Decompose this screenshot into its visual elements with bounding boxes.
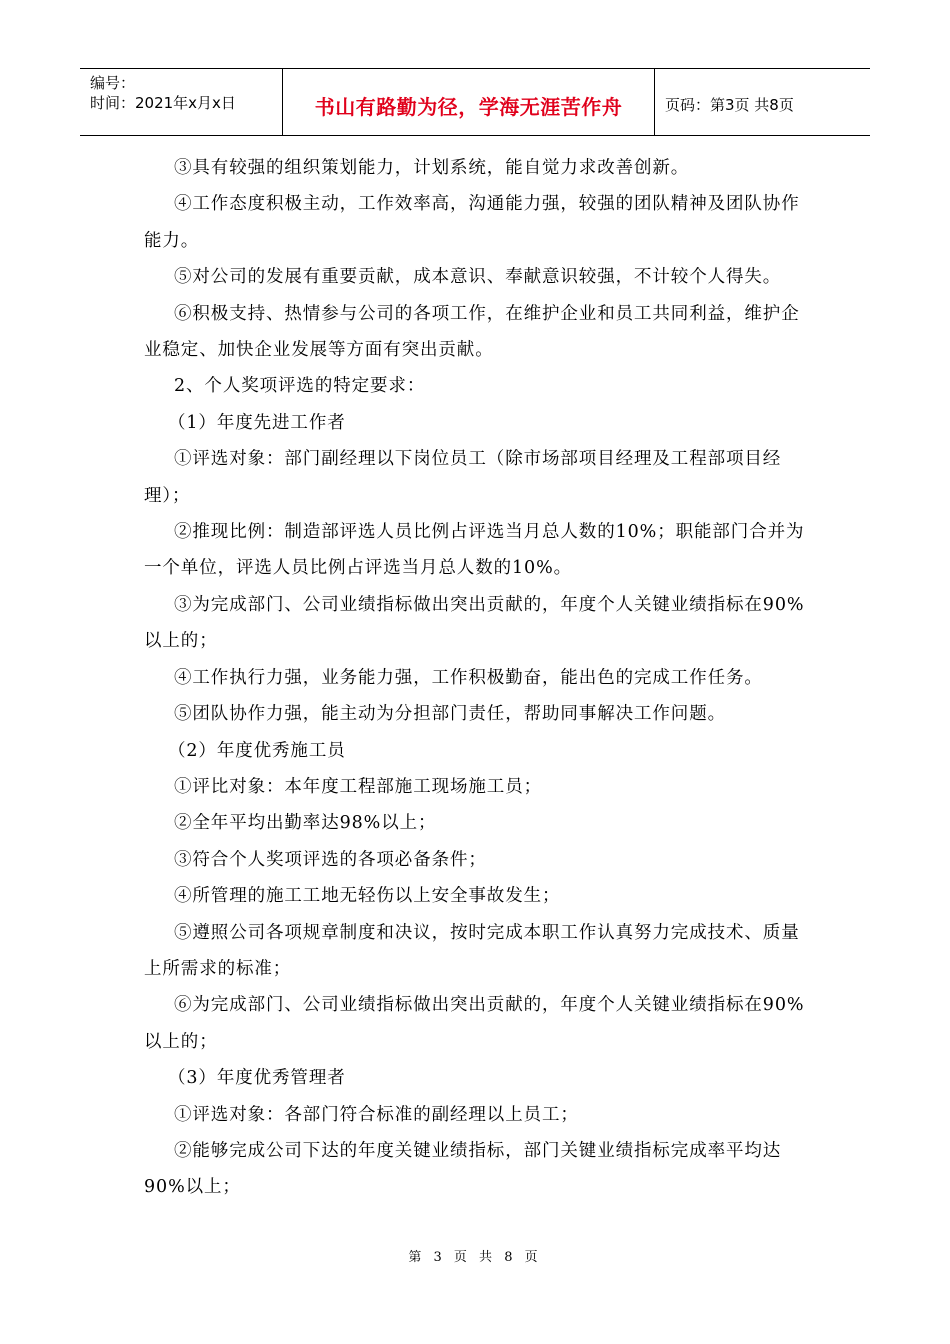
paragraph: ②能够完成公司下达的年度关键业绩指标，部门关键业绩指标完成率平均达90%以上； bbox=[144, 1140, 782, 1198]
header-page-info: 页码：第3页 共8页 bbox=[665, 95, 794, 114]
paragraph: ②全年平均出勤率达98%以上； bbox=[174, 813, 437, 834]
page-footer: 第 3 页 共 8 页 bbox=[408, 1250, 542, 1265]
header-motto: 书山有路勤为径，学海无涯苦作舟 bbox=[283, 69, 655, 135]
paragraph: ⑤对公司的发展有重要贡献，成本意识、奉献意识较强，不计较个人得失。 bbox=[174, 267, 782, 288]
paragraph: ⑤团队协作力强，能主动为分担部门责任，帮助同事解决工作问题。 bbox=[174, 704, 726, 725]
section-heading: 2、个人奖项评选的特定要求： bbox=[174, 376, 426, 397]
paragraph: ⑥为完成部门、公司业绩指标做出突出贡献的，年度个人关键业绩指标在90%以上的； bbox=[144, 995, 805, 1052]
paragraph: ④所管理的施工工地无轻伤以上安全事故发生； bbox=[174, 886, 561, 907]
paragraph: ①评选对象：各部门符合标准的副经理以上员工； bbox=[174, 1104, 579, 1125]
paragraph: ③符合个人奖项评选的各项必备条件； bbox=[174, 849, 487, 870]
document-time-label: 时间：2021年x月x日 bbox=[90, 94, 236, 112]
paragraph: ③为完成部门、公司业绩指标做出突出贡献的，年度个人关键业绩指标在90%以上的； bbox=[144, 594, 805, 652]
paragraph: ①评比对象：本年度工程部施工现场施工员； bbox=[174, 776, 542, 797]
subsection-heading: （3）年度优秀管理者 bbox=[168, 1068, 346, 1089]
subsection-heading: （1）年度先进工作者 bbox=[168, 412, 346, 433]
paragraph: ②推现比例：制造部评选人员比例占评选当月总人数的10%；职能部门合并为一个单位，评选人员比例占评选当月总人数的10%。 bbox=[144, 522, 805, 579]
paragraph: ④工作态度积极主动，工作效率高，沟通能力强，较强的团队精神及团队协作能力。 bbox=[144, 194, 800, 251]
paragraph: ①评选对象：部门副经理以下岗位员工（除市场部项目经理及工程部项目经理）； bbox=[144, 449, 782, 506]
paragraph: ③具有较强的组织策划能力，计划系统，能自觉力求改善创新。 bbox=[174, 158, 690, 178]
header-meta-cell bbox=[80, 69, 283, 135]
document-header bbox=[80, 68, 870, 136]
paragraph: ⑥积极支持、热情参与公司的各项工作，在维护企业和员工共同利益，维护企业稳定、加快企业发展等方面有突出贡献。 bbox=[144, 303, 800, 361]
paragraph: ④工作执行力强，业务能力强，工作积极勤奋，能出色的完成工作任务。 bbox=[174, 667, 763, 688]
paragraph: ⑤遵照公司各项规章制度和决议，按时完成本职工作认真努力完成技术、质量上所需求的标准； bbox=[144, 922, 800, 979]
document-number-label: 编号： bbox=[90, 74, 136, 92]
document-body bbox=[144, 150, 812, 1206]
subsection-heading: （2）年度优秀施工员 bbox=[168, 740, 346, 761]
